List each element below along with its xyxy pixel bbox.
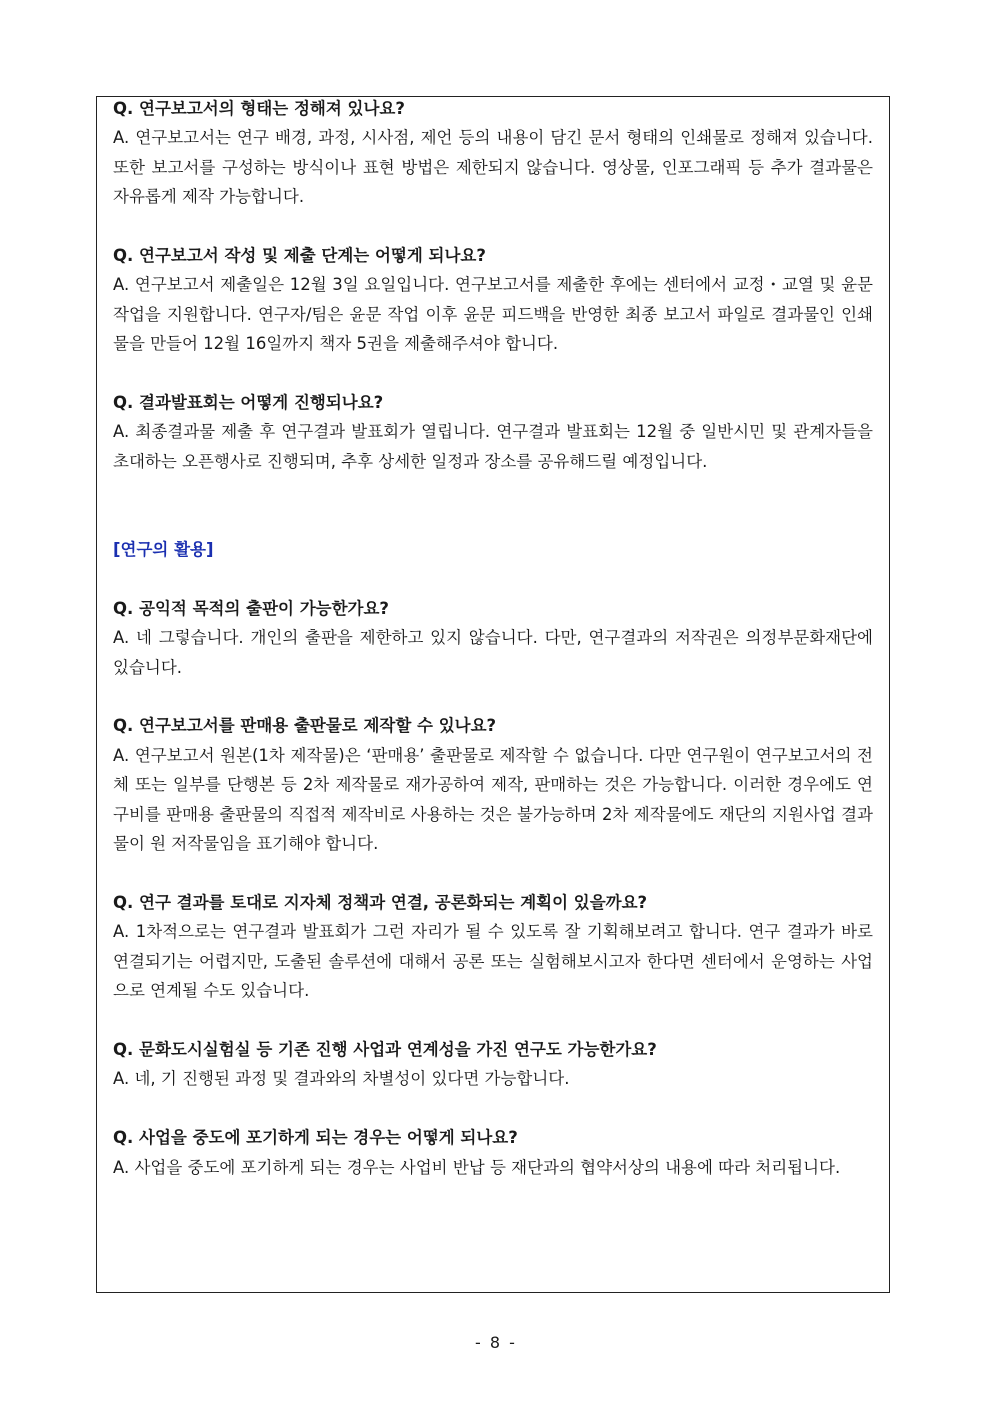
faq-content [113, 94, 873, 1182]
faq-question: Q. 결과발표회는 어떻게 진행되나요? [113, 393, 384, 413]
faq-answer: A. 사업을 중도에 포기하게 되는 경우는 사업비 반납 등 재단과의 협약서상의 내용에 따라 처리됩니다. [113, 1157, 841, 1177]
faq-question: Q. 사업을 중도에 포기하게 되는 경우는 어떻게 되나요? [113, 1128, 518, 1148]
faq-question: Q. 연구보고서를 판매용 출판물로 제작할 수 있나요? [113, 716, 497, 736]
faq-answer: A. 1차적으로는 연구결과 발표회가 그런 자리가 될 수 있도록 잘 기획해보려고 합니다. 연구 결과가 바로 연결되기는 어렵지만, 도출된 솔루션에 대해서 공론 또는 실험해보시고자 한다면 센터에서 운영하는 사업으로 연계될 수도 있습니다. [113, 922, 873, 1001]
faq-item [113, 241, 873, 359]
faq-item [113, 711, 873, 858]
faq-answer: A. 연구보고서는 연구 배경, 과정, 시사점, 제언 등의 내용이 담긴 문서 형태의 인쇄물로 정해져 있습니다. 또한 보고서를 구성하는 방식이나 표현 방법은 제한되지 않습니다. 영상물, 인포그래픽 등 추가 결과물은 자유롭게 제작 가능합니다. [113, 128, 873, 207]
faq-question: Q. 연구보고서 작성 및 제출 단계는 어떻게 되나요? [113, 246, 486, 266]
faq-item [113, 1035, 873, 1094]
page-number: - 8 - [475, 1333, 517, 1352]
faq-question: Q. 문화도시실험실 등 기존 진행 사업과 연계성을 가진 연구도 가능한가요? [113, 1039, 657, 1059]
faq-answer: A. 연구보고서 원본(1차 제작물)은 ‘판매용’ 출판물로 제작할 수 없습니다. 다만 연구원이 연구보고서의 전체 또는 일부를 단행본 등 2차 제작물로 재가공하여 제작, 판매하는 것은 가능합니다. 이러한 경우에도 연구비를 판매용 출판물의 직접적 제작비로 사용하는 것은 불가능하며 2차 제작물에도 재단의 지원사업 결과물이 원 저작물임을 표기해야 합니다. [113, 745, 873, 854]
faq-answer: A. 최종결과물 제출 후 연구결과 발표회가 열립니다. 연구결과 발표회는 12월 중 일반시민 및 관계자들을 초대하는 오픈행사로 진행되며, 추후 상세한 일정과 장소를 공유해드릴 예정입니다. [113, 422, 873, 471]
faq-item [113, 888, 873, 1006]
faq-answer: A. 네, 기 진행된 과정 및 결과와의 차별성이 있다면 가능합니다. [113, 1069, 570, 1089]
faq-answer: A. 연구보고서 제출일은 12월 3일 요일입니다. 연구보고서를 제출한 후에는 센터에서 교정・교열 및 윤문 작업을 지원합니다. 연구자/팀은 윤문 작업 이후 윤문 피드백을 반영한 최종 보고서 파일로 결과물인 인쇄물을 만들어 12월 16일까지 책자 5권을 제출해주셔야 합니다. [113, 275, 873, 354]
faq-answer: A. 네 그렇습니다. 개인의 출판을 제한하고 있지 않습니다. 다만, 연구결과의 저작권은 의정부문화재단에 있습니다. [113, 628, 873, 677]
faq-question: Q. 연구보고서의 형태는 정해져 있나요? [113, 99, 405, 118]
section-title: [연구의 활용] [113, 540, 214, 560]
faq-question: Q. 연구 결과를 토대로 지자체 정책과 연결, 공론화되는 계획이 있을까요? [113, 892, 648, 912]
faq-question: Q. 공익적 목적의 출판이 가능한가요? [113, 598, 389, 618]
faq-item [113, 94, 873, 212]
faq-item [113, 1123, 873, 1182]
faq-item [113, 388, 873, 476]
faq-item [113, 594, 873, 682]
